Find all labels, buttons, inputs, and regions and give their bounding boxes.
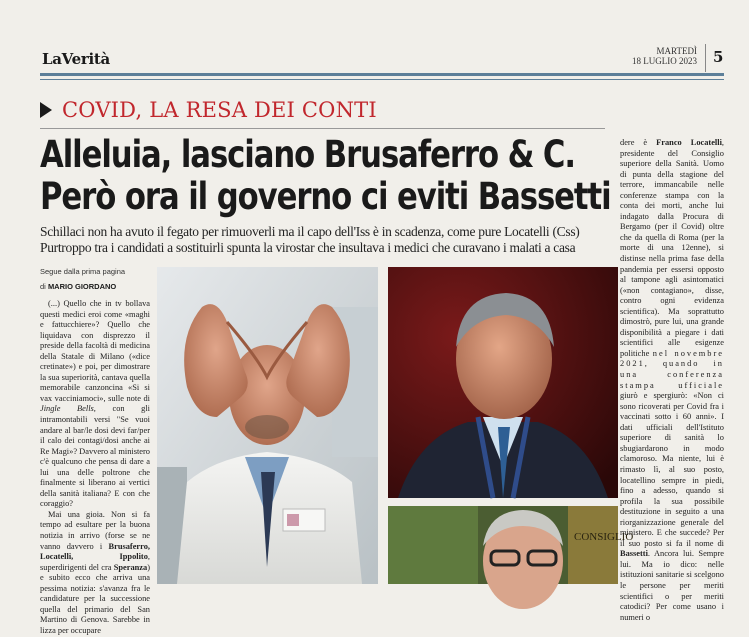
continued-note: Segue dalla prima pagina	[40, 267, 126, 276]
kicker-text: COVID, LA RESA DEI CONTI	[62, 98, 377, 122]
byline	[40, 282, 116, 291]
headline	[40, 133, 611, 218]
photo-doctor-illustration	[157, 267, 378, 584]
photo-doctor-heart-gesture	[157, 267, 378, 584]
col3-name-bassetti: Bassetti	[620, 549, 648, 559]
kicker-rule	[40, 128, 605, 129]
paragraph-1-tail: , con gli intramontabili versi "Se vuoi andare al bar/le dosi devi far/per il calo dei contagi/dosi anche ai Re Magi»? Davvero al ministero c'è qualcuno che pensa di dare a lui una delle poltrone che finalmente si liberano ai vertici della sanità italiana? E con che coraggio?	[40, 404, 150, 509]
paragraph-2-text: Mai una gioia. Non si fa tempo ad esultare per la buona notizia in arrivo (forse se ne vanno davvero i	[40, 509, 150, 551]
photo3-sign-text: CONSIGLIO	[574, 531, 634, 543]
subheadline	[40, 224, 610, 256]
photo-official-illustration	[388, 267, 618, 498]
masthead	[40, 44, 724, 74]
byline-di: di	[40, 282, 46, 291]
issue-date-text: 18 LUGLIO 2023	[632, 56, 697, 66]
masthead-rule-thick	[40, 73, 724, 76]
paragraph-2	[40, 510, 150, 637]
logo-part-la: La	[42, 50, 62, 68]
article-column-left	[40, 299, 150, 637]
paragraph-2-mid: , superdirigenti del cra	[40, 552, 150, 572]
paragraph-1-italic: Jingle Bells	[40, 404, 94, 414]
newspaper-logo	[42, 50, 110, 68]
photo-official-portrait	[388, 267, 618, 498]
masthead-rule-thin	[40, 79, 724, 80]
headline-line-1: Alleluia, lasciano Brusaferro & C.	[40, 133, 575, 176]
paragraph-2-tail: ) e subito ecco che arriva una pessima notizia: s'avanza fra le candidature per la successione quella del primario del San Martino di Genova. Sarebbe in lizza per occupare	[40, 562, 150, 635]
headline-line-2: Però ora il governo ci eviti Bassetti	[40, 175, 611, 218]
issue-date	[623, 46, 697, 66]
col3-name-locatelli: Franco Locatelli	[656, 138, 722, 147]
paragraph-1	[40, 299, 150, 510]
issue-day: MARTEDÌ	[656, 46, 697, 56]
col3-text-2: giurò e spergiurò: «Non ci sono ricoverati per Covid fra i vaccinati sotto i 60 anni». I dati ufficiali dell'Istituto superiore di sanità lo sbugiardarono in modo clamoroso. Ma niente, lui è rimasto lì, al suo posto, locatellino sempre in piedi, fino a adesso, quando si profila la sua possibile destituzione in seguito a una riorganizzazione generale del ministero. E che succede? Per il suo posto si fa il nome di	[620, 391, 724, 548]
col3-text-spaced: nel novembre 2021, quando in una conferenza stampa ufficiale	[620, 348, 724, 390]
article-column-right	[620, 138, 724, 623]
logo-part-verita: Verità	[61, 50, 110, 68]
paragraph-1-text: (...) Quello che in tv bollava questi medici eroi come «maghi e fattucchiere»? Quello che liquidava con disprezzo il preside della facoltà di medicina della Statale di Milano («dice cretinate») e poi, per dimostrare la sua superiorità, cantava quella memorabile canzoncina «Si si vax vacciniamoci», sulle note di	[40, 299, 150, 403]
byline-author: MARIO GIORDANO	[47, 282, 117, 291]
page-number: 5	[713, 48, 724, 66]
section-kicker	[40, 95, 377, 125]
arrow-icon	[40, 102, 52, 118]
masthead-divider	[705, 44, 706, 72]
paragraph-2-names: Brusaferro, Locatelli, Ippolito	[40, 541, 150, 562]
col3-text-1-tail: , presidente del Consiglio superiore della Sanità. Uomo di punta della stagione del terrore, immancabile nelle conferenze stampa con la conta dei morti, anche lui indagato dalla Procura di Bergamo (per il Covid) oltre che da quella di Roma (per la morte di una 12enne), si distinse nella prima fase della pandemia per essersi opposto al tampone agli asintomatici («non contagiano», disse, contro ogni evidenza scientifica). Ma soprattutto dimostrò, pure lui, una grande disponibilità a piegare i dati scientifici alle esigenze politiche	[620, 138, 725, 358]
paragraph-2-name2: Speranza	[113, 562, 148, 572]
subheadline-line-2: Purtroppo tra i candidati a sostituirli spunta la virostar che insultava i medici che curavano i malati a casa	[40, 240, 576, 255]
col3-text-2-tail: . Ancora lui. Sempre lui. Ma io dico: nelle istituzioni sanitarie si scelgono le persone per meriti scientifici o per meriti catodici? Per come usano i numeri o	[620, 549, 724, 622]
col3-text-1: dere è	[620, 138, 648, 147]
subheadline-line-1: Schillaci non ha avuto il fegato per rimuoverli ma il capo dell'Iss è in scadenza, come pure Locatelli (Css)	[40, 224, 580, 239]
